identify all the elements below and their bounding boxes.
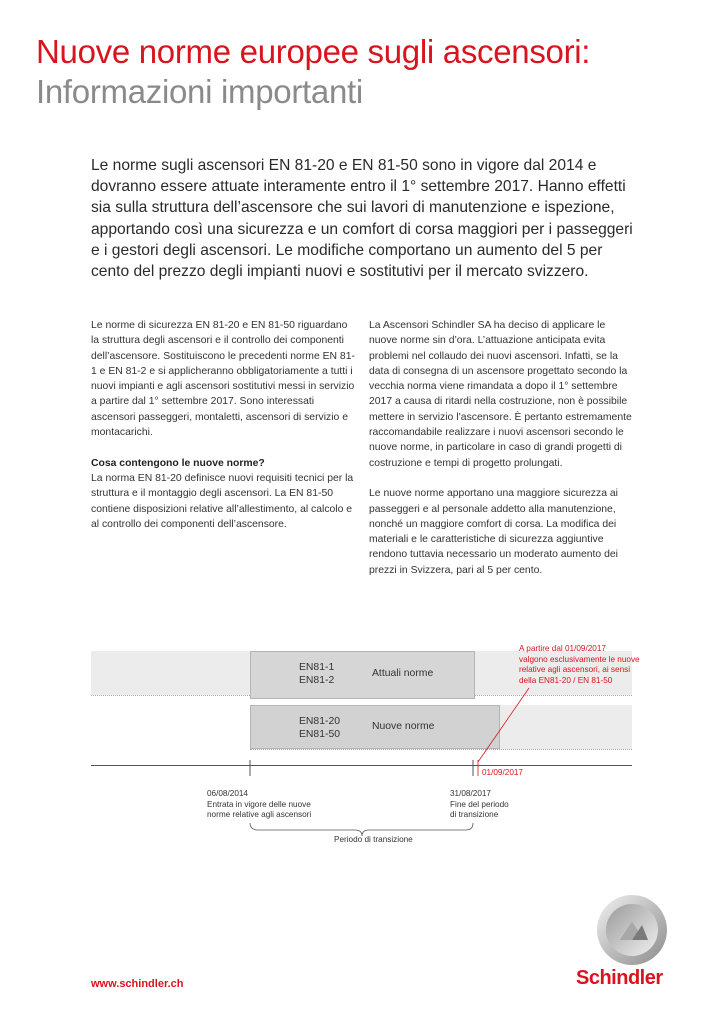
old-norms-label: Attuali norme: [372, 668, 434, 679]
code-label: EN81-50: [299, 729, 341, 740]
period-label: Periodo di transizione: [334, 835, 413, 844]
red-date: 01/09/2017: [482, 768, 523, 777]
new-norms-label: Nuove norme: [372, 721, 435, 732]
end-desc: Fine del periodo: [450, 799, 509, 809]
website-link[interactable]: www.schindler.ch: [91, 978, 184, 990]
start-desc: norme relative agli ascensori: [207, 810, 312, 820]
intro-paragraph: Le norme sugli ascensori EN 81-20 e EN 81-50 sono in vigore dal 2014 e dovranno essere attuate interamente entro il 1° settembre 2017. Hanno effetti sia sulla struttura dell’ascensore che sui lavori di manutenzione e ispezione, apportando così una sicurezza e un comfort di corsa maggiori per i passeggeri e i gestori degli ascensori. Le modifiche comportano un aumento del 5 per cento del prezzo degli impianti nuovi e sostitutivi per il mercato svizzero.: [91, 157, 633, 281]
end-label: [450, 789, 509, 821]
start-date: 06/08/2014: [207, 789, 248, 798]
paragraph: La Ascensori Schindler SA ha deciso di applicare le nuove norme sin d’ora. L’attuazione anticipata evita problemi nel collaudo dei nuovi ascensori. Infatti, se la data di consegna di un ascensore progettato secondo la vecchia norma viene rimandata a dopo il 1° settembre 2017 a causa di ritardi nella costruzione, non è possibile mettere in servizio l’ascensore. È pertanto estremamente raccomandabile realizzare i nuovi ascensori secondo le nuove norme, in particolare in caso di grandi progetti di costruzione e tempi di progetto prolungati.: [369, 320, 632, 469]
start-desc: Entrata in vigore delle nuove: [207, 799, 311, 809]
time-axis: [91, 765, 632, 766]
code-label: EN81-1: [299, 662, 335, 673]
start-label: [207, 789, 311, 821]
paragraph: Le nuove norme apportano una maggiore sicurezza ai passeggeri e al personale addetto alla manutenzione, nonché un maggiore comfort di corsa. La modifica dei materiali e le caratteristiche di sicurezza aggiuntive rendono tuttavia necessario un moderato aumento dei prezzi in Svizzera, pari al 5 per cento.: [369, 488, 618, 576]
page-title: Nuove norme europee sugli ascensori:: [36, 33, 591, 70]
end-date: 31/08/2017: [450, 789, 491, 798]
schindler-logo-icon: [596, 894, 668, 966]
note-line: A partire dal 01/09/2017: [519, 644, 606, 653]
page-subtitle: Informazioni importanti: [36, 73, 363, 110]
pointer-line: [478, 688, 529, 762]
brand-wordmark: Schindler: [576, 967, 663, 989]
section-heading: Cosa contengono le nuove norme?: [91, 457, 265, 469]
note-line: della EN81-20 / EN 81-50: [519, 675, 613, 685]
code-label: EN81-20: [299, 716, 341, 727]
end-desc: di transizione: [450, 810, 499, 820]
note-line: relative agli ascensori, ai sensi: [519, 665, 631, 675]
note-line: valgono esclusivamente le nuove: [519, 654, 640, 664]
paragraph: La norma EN 81-20 definisce nuovi requisiti tecnici per la struttura e il montaggio degli ascensori. La EN 81-50 contiene disposizioni relative all’allestimento, al calcolo e al controllo dei componenti dell’ascensore.: [91, 472, 354, 530]
code-label: EN81-2: [299, 675, 335, 686]
paragraph: Le norme di sicurezza EN 81-20 e EN 81-50 riguardano la struttura degli ascensori e il controllo dei componenti dell’ascensore. Sostituiscono le precedenti norme EN 81-1 e EN 81-2 e si applicheranno obbligatoriamente a tutti i nuovi impianti e agli ascensori sostitutivi messi in servizio a partire dal 1° settembre 2017. Sono interessati ascensori passeggeri, montaletti, ascensori di servizio e montacarichi.: [91, 320, 355, 439]
